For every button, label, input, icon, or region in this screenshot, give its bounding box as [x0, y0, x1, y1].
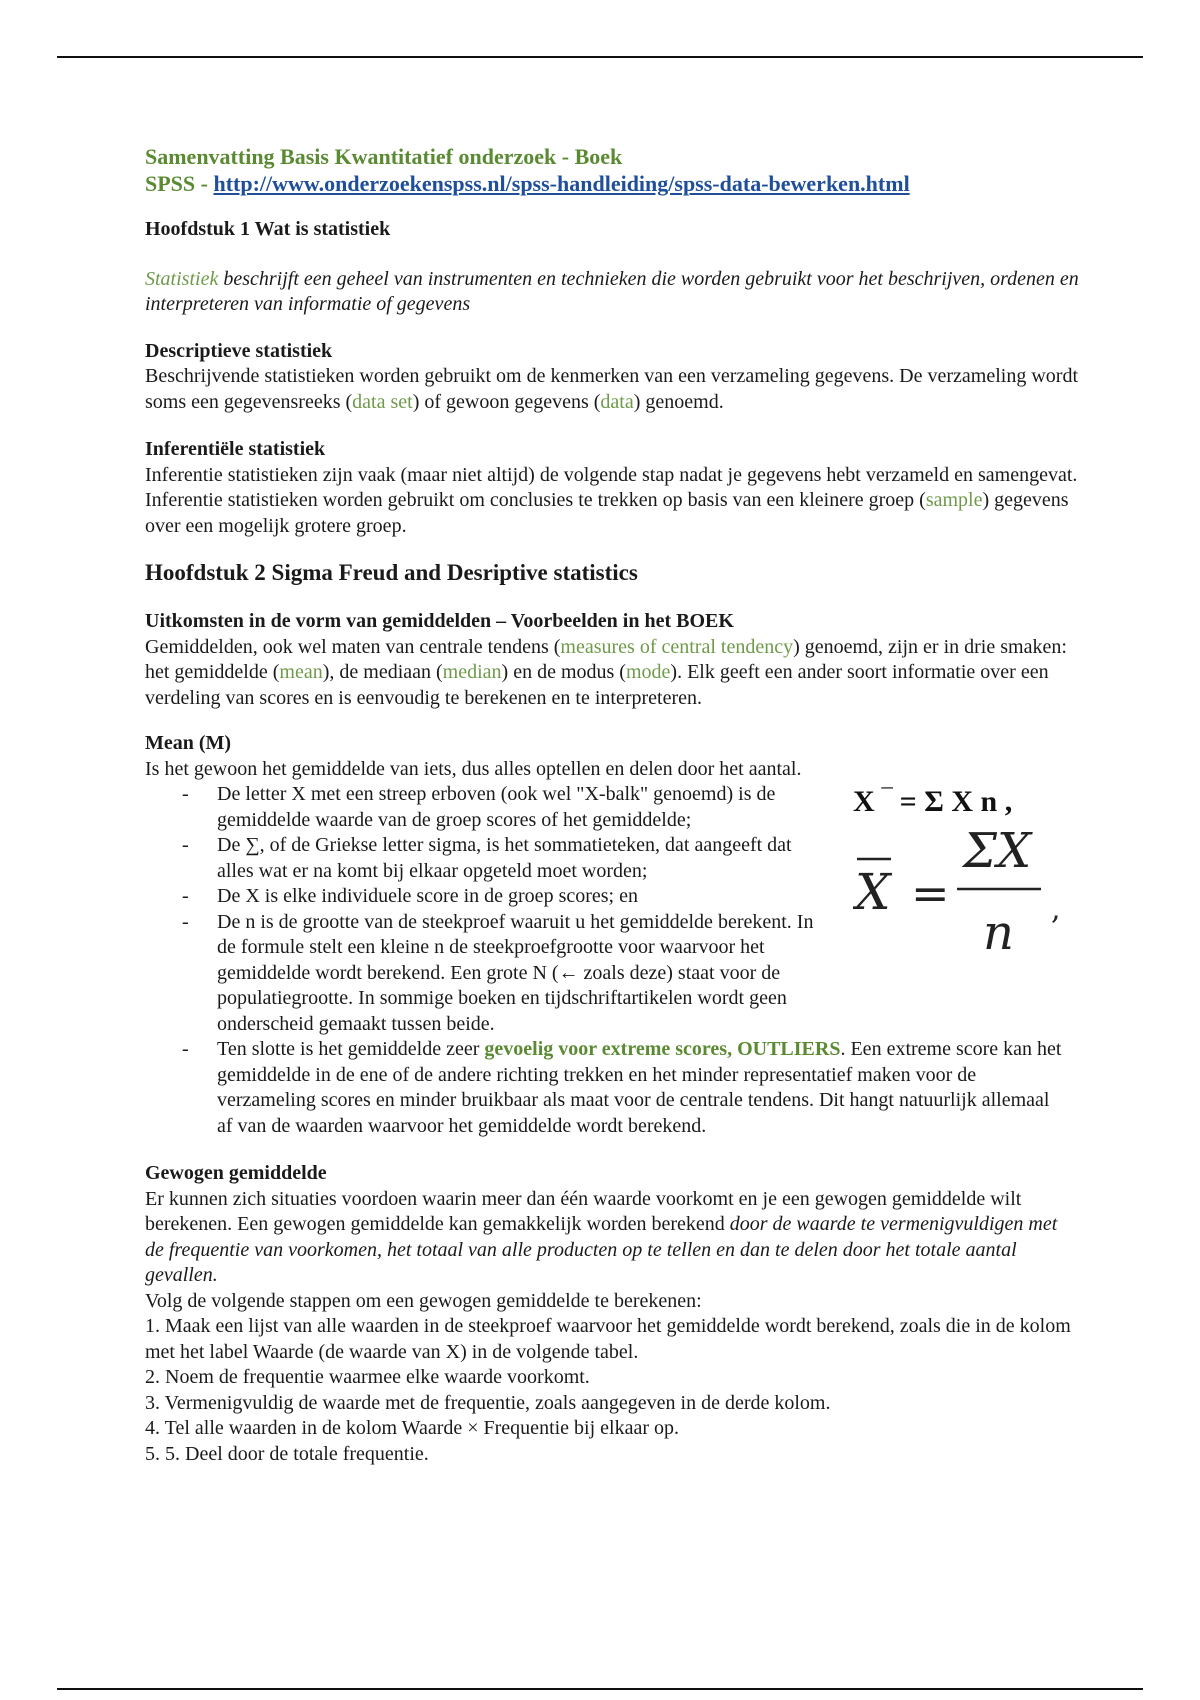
- bullet-text: De X is elke individuele score in de groep scores; en: [217, 885, 638, 907]
- document-subtitle: [145, 170, 1080, 197]
- avg-t4: ) en de modus (: [501, 661, 626, 683]
- list-item: [145, 782, 825, 833]
- desc-g2: data: [600, 390, 634, 413]
- outliers-highlight: gevoelig voor extreme scores, OUTLIERS: [484, 1038, 841, 1060]
- avg-g4: mode: [625, 661, 671, 683]
- inferential-paragraph: [145, 463, 1080, 540]
- avg-t1: Gemiddelden, ook wel maten van centrale tendens (: [145, 635, 561, 658]
- list-item: 5. 5. Deel door de totale frequentie.: [145, 1442, 429, 1465]
- list-item: [145, 910, 825, 1038]
- desc-t3: ) genoemd.: [633, 390, 724, 413]
- mean-intro: Is het gewoon het gemiddelde van iets, dus alles optellen en delen door het aantal.: [145, 757, 802, 780]
- inf-g1: sample: [925, 489, 983, 511]
- avg-t5: ). Elk geeft een ander soort informatie over een verdeling van scores en is eenvoudig te berekenen en te interpreteren.: [145, 661, 1049, 709]
- top-rule: [57, 56, 1143, 58]
- weighted-steps: [145, 1289, 1080, 1468]
- def-term: Statistiek: [145, 267, 219, 290]
- inferential-heading: Inferentiële statistiek: [145, 438, 326, 460]
- spss-link[interactable]: http://www.onderzoekenspss.nl/spss-handleiding/spss-data-bewerken.html: [213, 171, 910, 196]
- weighted-t1: Er kunnen zich situaties voordoen waarin meer dan één waarde voorkomt en je een gewogen gemiddelde wilt berekenen. Een gewogen gemiddelde kan gemakkelijk worden berekend: [145, 1187, 1022, 1235]
- list-item: [145, 884, 825, 910]
- bullet-text: De letter X met een streep erboven (ook wel "X-balk" genoemd) is de gemiddelde waarde van de groep scores of het gemiddelde;: [217, 783, 776, 831]
- formula-lhs: X: [855, 863, 891, 921]
- list-item: [145, 1037, 1067, 1139]
- desc-t1: Beschrijvende statistieken worden gebruikt om de kenmerken van een verzameling gegevens. De verzameling wordt soms een gegevensreeks (: [145, 365, 1078, 413]
- mean-heading: Mean (M): [145, 732, 232, 754]
- def-text: beschrijft een geheel van instrumenten en technieken die worden gebruikt voor het beschrijven, ordenen en interpreteren van informatie of gegevens: [145, 267, 1079, 315]
- bottom-rule: [57, 1688, 1143, 1690]
- desc-t2: ) of gewoon gegevens (: [412, 390, 601, 413]
- statistiek-definition: [145, 267, 1080, 318]
- dash-marker: -: [182, 834, 189, 856]
- bullet-text: De ∑, of de Griekse letter sigma, is het sommatieteken, dat aangeeft dat alles wat er na komt bij elkaar opgeteld moet worden;: [217, 834, 792, 882]
- descriptive-heading: Descriptieve statistiek: [145, 339, 333, 362]
- dash-marker: -: [182, 1038, 189, 1060]
- bullet5-t1: Ten slotte is het gemiddelde zeer: [217, 1038, 485, 1060]
- dash-marker: -: [182, 783, 189, 805]
- bullet5-t2: . Een extreme score kan het gemiddelde in de ene of de andere richting trekken en het minder representatief maken voor de verzameling scores en minder bruikbaar als maat voor de centrale tendens. Dit hangt natuurlijk allemaal af van de waarden waarvoor het gemiddelde wordt berekend.: [217, 1038, 1062, 1137]
- chapter-2-heading: Hoofdstuk 2 Sigma Freud and Desriptive statistics: [145, 560, 638, 585]
- averages-paragraph: [145, 635, 1080, 712]
- avg-g1: measures of central tendency: [560, 635, 794, 658]
- desc-g1: data set: [352, 390, 413, 413]
- avg-t3: ), de mediaan (: [322, 661, 443, 683]
- spss-prefix: SPSS -: [145, 171, 214, 196]
- bullet-text: De n is de grootte van de steekproef waaruit u het gemiddelde berekent. In de formule stelt een kleine n de steekproefgrootte voor waarvoor het gemiddelde wordt berekend. Een grote N (← zoals deze) staat voor de populatiegrootte. In sommige boeken en tijdschriftartikelen wordt geen onderscheid gemaakt tussen beide.: [217, 910, 814, 1035]
- chapter-1-heading: Hoofdstuk 1 Wat is statistiek: [145, 218, 391, 240]
- mean-formula: [853, 779, 1083, 989]
- weighted-italic: door de waarde te vermenigvuldigen met de frequentie van voorkomen, het totaal van alle producten op te tellen en dan te delen door het totale aantal gevallen.: [145, 1213, 1058, 1286]
- formula-numerator: ΣX: [963, 823, 1032, 879]
- descriptive-paragraph: [145, 364, 1080, 415]
- list-item: [145, 833, 825, 884]
- avg-g3: median: [442, 661, 502, 683]
- list-item: 2. Noem de frequentie waarmee elke waarde voorkomt.: [145, 1366, 590, 1388]
- list-item: 4. Tel alle waarden in de kolom Waarde × Frequentie bij elkaar op.: [145, 1417, 680, 1439]
- formula-equals: =: [911, 866, 950, 920]
- weighted-heading: Gewogen gemiddelde: [145, 1162, 327, 1184]
- dash-marker: -: [182, 910, 189, 933]
- avg-t2: ) genoemd, zijn er in drie smaken: het gemiddelde (: [145, 635, 1067, 683]
- list-item: 1. Maak een lijst van alle waarden in de steekproef waarvoor het gemiddelde wordt berekend, zoals die in de kolom met het label Waarde (de waarde van X) in de volgende tabel.: [145, 1315, 1071, 1363]
- document-page: [145, 143, 1080, 1467]
- steps-intro: Volg de volgende stappen om een gewogen gemiddelde te berekenen:: [145, 1289, 702, 1312]
- formula-inline: X ‾ = Σ X n ,: [853, 785, 1013, 818]
- mean-section: [145, 731, 1080, 1139]
- formula-comma: ,: [1051, 892, 1061, 927]
- list-item: 3. Vermenigvuldig de waarde met de frequentie, zoals aangegeven in de derde kolom.: [145, 1391, 831, 1414]
- inf-t1: Inferentie statistieken zijn vaak (maar niet altijd) de volgende stap nadat je gegevens hebt verzameld en samengevat. Inferentie statistieken worden gebruikt om conclusies te trekken op basis van een kleinere groep (: [145, 463, 1078, 511]
- formula-denominator: n: [983, 905, 1014, 961]
- inf-t2: ) gegevens over een mogelijk grotere groep.: [145, 489, 1069, 537]
- averages-heading: Uitkomsten in de vorm van gemiddelden – Voorbeelden in het BOEK: [145, 610, 734, 632]
- avg-g2: mean: [279, 661, 323, 683]
- document-title: Samenvatting Basis Kwantitatief onderzoek - Boek: [145, 144, 623, 169]
- weighted-paragraph: [145, 1187, 1080, 1289]
- dash-marker: -: [182, 885, 189, 907]
